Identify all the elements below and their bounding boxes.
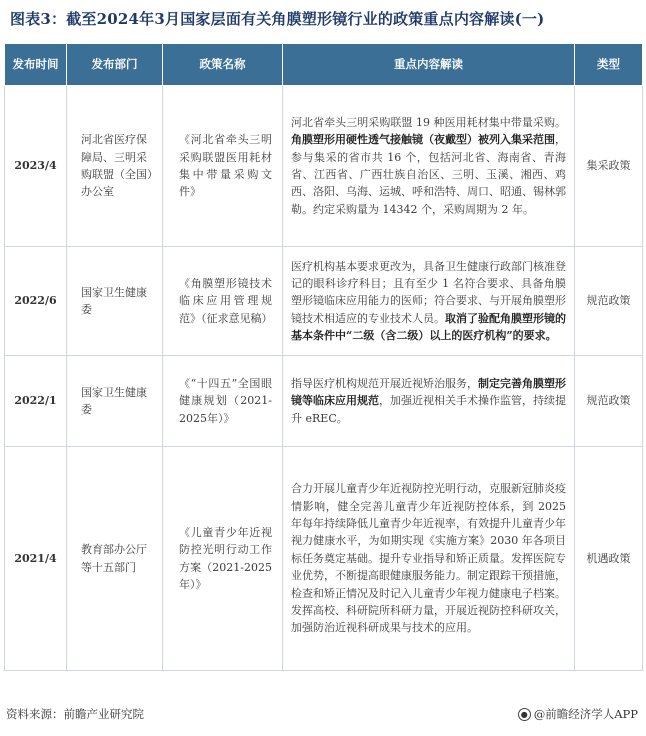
header-dept: 发布部门 [67,44,163,86]
cell-dept: 教育部办公厅等十五部门 [67,447,163,671]
content-text: ，加强近视相关手术操作监管，持续提升 eREC。 [291,394,566,425]
brand-text: @前瞻经济学人APP [533,707,638,721]
table-header-row [5,44,643,86]
header-type: 类型 [575,44,643,86]
cell-policy: 《“十四五”全国眼健康规划（2021-2025年）》 [163,356,283,447]
cell-dept: 河北省医疗保障局、三明采购联盟（全国）办公室 [67,86,163,247]
table-row [5,447,643,671]
content-highlight: 制定完善角膜塑形镜等临床应用规范 [291,376,566,408]
cell-content [283,247,575,356]
cell-type: 机遇政策 [575,447,643,671]
cell-date: 2021/4 [5,447,67,671]
cell-dept: 国家卫生健康委 [67,356,163,447]
source-note: 资料来源：前瞻产业研究院 [6,707,144,721]
cell-type: 规范政策 [575,247,643,356]
cell-content [283,86,575,247]
content-text: 指导医疗机构规范开展近视矫治服务， [291,376,478,390]
table-row [5,356,643,447]
header-policy: 政策名称 [163,44,283,86]
content-highlight: 取消了验配角膜塑形镜的基本条件中“二级（含二级）以上的医疗机构”的要求。 [291,311,566,343]
cell-date: 2023/4 [5,86,67,247]
content-text: ，参与集采的省市共 16 个，包括河北省、海南省、青海省、江西省、广西壮族自治区、三明、玉溪、湘西、鸡西、洛阳、乌海、运城、呼和浩特、周口、昭通、锡林郭勒。约定采购量为 14342 个，采购周期为 2 年。 [291,133,566,216]
brand-credit [518,706,638,722]
header-date: 发布时间 [5,44,67,86]
cell-date: 2022/6 [5,247,67,356]
brand-logo-icon: ● [518,708,531,721]
cell-date: 2022/1 [5,356,67,447]
header-content: 重点内容解读 [283,44,575,86]
cell-policy: 《角膜塑形镜技术临床应用管理规范》（征求意见稿） [163,247,283,356]
cell-policy: 《儿童青少年近视防控光明行动工作方案（2021-2025年）》 [163,447,283,671]
cell-content: 合力开展儿童青少年近视防控光明行动，克服新冠肺炎疫情影响，健全完善儿童青少年近视防控体系，到 2025 年每年持续降低儿童青少年近视率，有效提升儿童青少年视力健康水平，为如期实现《实施方案》2030 年各项目标任务奠定基础。提升专业指导和矫正质量。发挥医院专业优势，不断提高眼健康服务能力。制定跟踪干预措施，检查和矫正情况及时记入儿童青少年视力健康电子档案。发挥高校、科研院所科研力量，开展近视防控科研攻关，加强防治近视科研成果与技术的应用。 [283,447,575,671]
policy-table [4,43,643,671]
cell-dept: 国家卫生健康委 [67,247,163,356]
content-highlight: 角膜塑形用硬性透气接触镜（夜戴型）被列入集采范围 [291,133,555,147]
cell-type: 集采政策 [575,86,643,247]
content-text: 河北省牵头三明采购联盟 19 种医用耗材集中带量采购。 [291,115,566,129]
cell-policy: 《河北省牵头三明采购联盟医用耗材集中带量采购文件》 [163,86,283,247]
cell-content [283,356,575,447]
table-row [5,247,643,356]
content-text: 医疗机构基本要求更改为，具备卫生健康行政部门核准登记的眼科诊疗科目；且有至少 1 名符合要求、具备角膜塑形镜临床应用能力的医师；符合要求、与开展角膜塑形镜技术相适应的专业技术人员。 [291,259,566,325]
table-row [5,86,643,247]
cell-type: 规范政策 [575,356,643,447]
chart-title: 图表3：截至2024年3月国家层面有关角膜塑形镜行业的政策重点内容解读(一) [10,10,545,28]
